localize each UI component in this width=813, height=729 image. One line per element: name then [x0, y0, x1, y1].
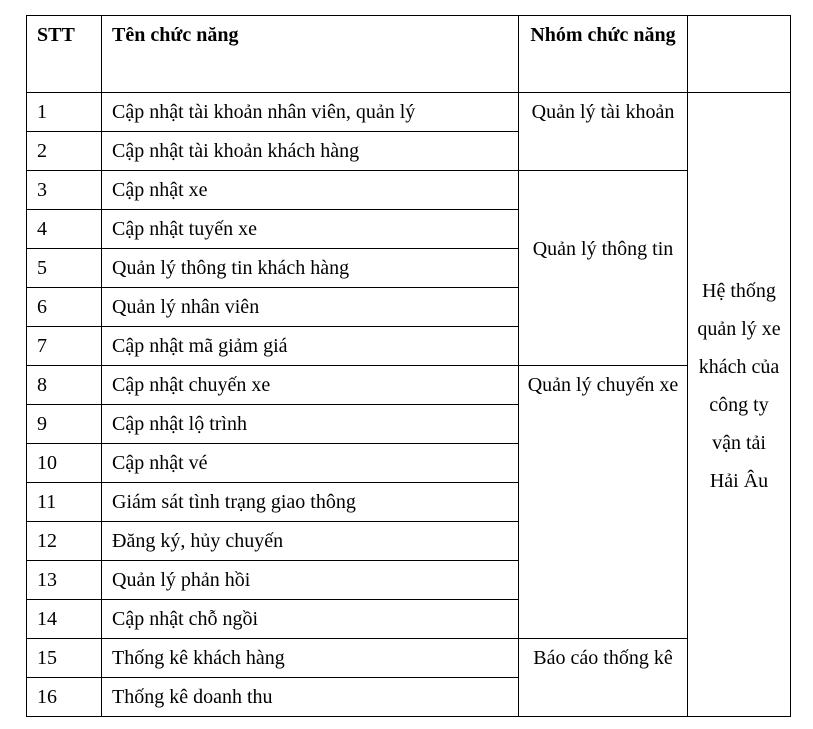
header-function-group: Nhóm chức năng	[519, 16, 688, 93]
header-system	[688, 16, 791, 93]
header-function-name: Tên chức năng	[102, 16, 519, 93]
function-table	[26, 15, 791, 717]
group-information	[519, 171, 688, 366]
row-number: 6	[27, 288, 102, 327]
row-number: 3	[27, 171, 102, 210]
row-number: 12	[27, 522, 102, 561]
row-number: 9	[27, 405, 102, 444]
system-cell	[688, 93, 791, 717]
function-name: Quản lý nhân viên	[102, 288, 519, 327]
header-stt: STT	[27, 16, 102, 93]
group-report: Báo cáo thống kê	[519, 639, 688, 717]
function-name: Cập nhật vé	[102, 444, 519, 483]
function-name: Cập nhật tuyến xe	[102, 210, 519, 249]
table-row	[27, 639, 791, 678]
group-account: Quản lý tài khoản	[519, 93, 688, 171]
row-number: 2	[27, 132, 102, 171]
table-header-row	[27, 16, 791, 93]
row-number: 11	[27, 483, 102, 522]
function-name: Thống kê khách hàng	[102, 639, 519, 678]
function-name: Đăng ký, hủy chuyến	[102, 522, 519, 561]
row-number: 13	[27, 561, 102, 600]
function-name: Cập nhật xe	[102, 171, 519, 210]
function-name: Cập nhật mã giảm giá	[102, 327, 519, 366]
group-information-label: Quản lý thông tin	[532, 238, 674, 260]
group-trip: Quản lý chuyến xe	[519, 366, 688, 639]
system-label: Hệ thống quản lý xe khách của công ty vận tải Hải Âu	[697, 279, 781, 492]
row-number: 7	[27, 327, 102, 366]
row-number: 4	[27, 210, 102, 249]
function-name: Cập nhật lộ trình	[102, 405, 519, 444]
table-row	[27, 366, 791, 405]
row-number: 10	[27, 444, 102, 483]
row-number: 15	[27, 639, 102, 678]
table-row	[27, 93, 791, 132]
row-number: 1	[27, 93, 102, 132]
function-name: Cập nhật tài khoản nhân viên, quản lý	[102, 93, 519, 132]
function-name: Giám sát tình trạng giao thông	[102, 483, 519, 522]
function-name: Cập nhật chỗ ngồi	[102, 600, 519, 639]
row-number: 16	[27, 678, 102, 717]
function-name: Cập nhật tài khoản khách hàng	[102, 132, 519, 171]
function-name: Thống kê doanh thu	[102, 678, 519, 717]
function-name: Quản lý phản hồi	[102, 561, 519, 600]
table-row	[27, 171, 791, 210]
row-number: 14	[27, 600, 102, 639]
function-name: Quản lý thông tin khách hàng	[102, 249, 519, 288]
function-name: Cập nhật chuyến xe	[102, 366, 519, 405]
row-number: 5	[27, 249, 102, 288]
row-number: 8	[27, 366, 102, 405]
